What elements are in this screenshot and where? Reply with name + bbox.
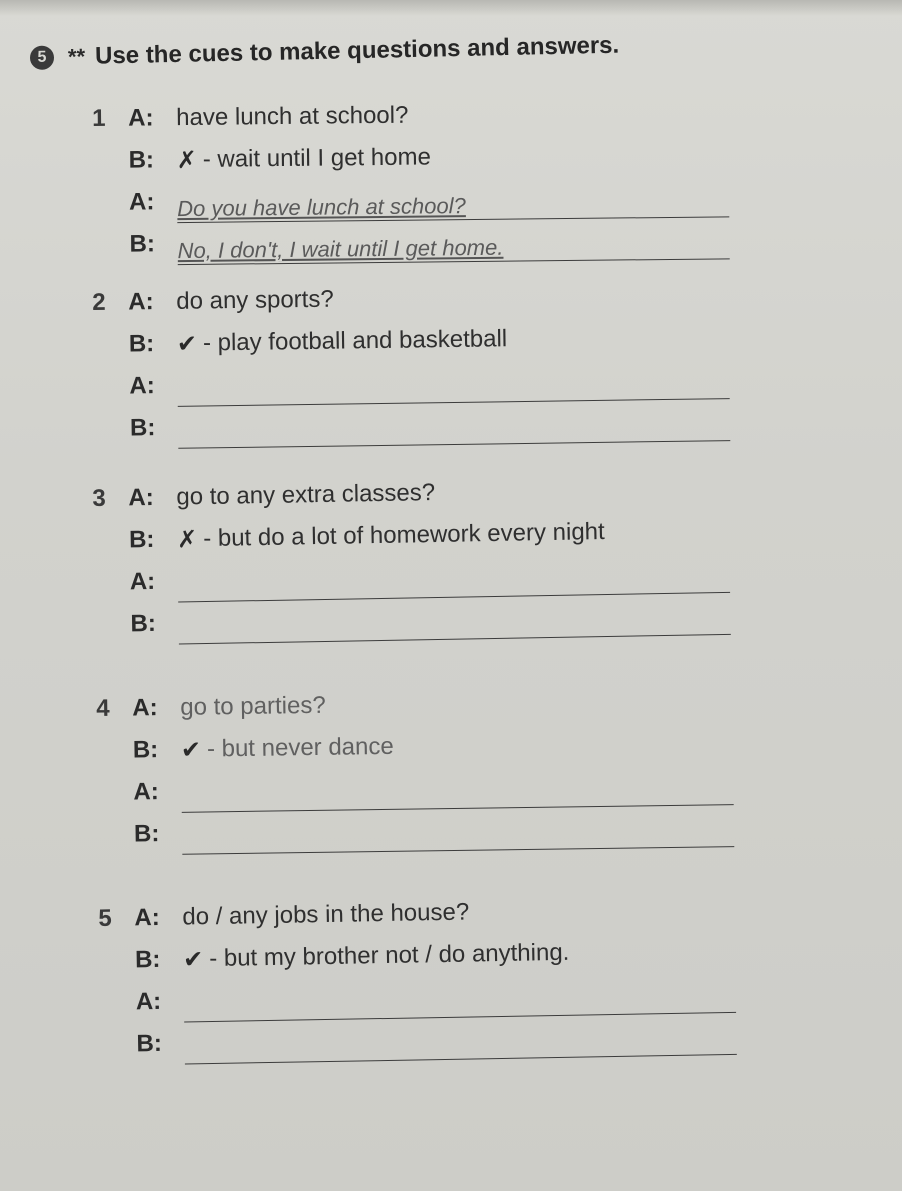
answer-a-row [129, 175, 729, 223]
answer-b-row [130, 399, 731, 449]
speaker-b-label: B: [128, 330, 155, 358]
item-number: 1 [92, 104, 106, 132]
answer-a-field[interactable]: Do you have lunch at school? [177, 190, 729, 223]
speaker-a-label: A: [129, 567, 156, 596]
answer-cue: - but my brother not / do anything. [208, 938, 570, 973]
speaker-a-label: A: [129, 372, 155, 400]
answer-b-field[interactable]: No, I don't, I wait until I get home. [177, 232, 729, 265]
speaker-b-label: B: [136, 1029, 163, 1058]
answer-b-row [134, 805, 735, 855]
exercise-item-4 [96, 679, 734, 856]
speaker-b-label: B: [129, 414, 156, 442]
speaker-b-label: B: [128, 146, 155, 174]
check-icon: ✔ [176, 330, 198, 358]
speaker-b-label: B: [133, 820, 160, 848]
speaker-a-label: A: [128, 188, 155, 216]
answer-b-field[interactable] [178, 607, 730, 644]
question-cue: do / any jobs in the house? [182, 898, 470, 931]
item-number: 2 [92, 288, 106, 316]
check-icon: ✔ [182, 945, 204, 974]
check-icon: ✔ [180, 736, 202, 764]
speaker-a-label: A: [134, 903, 160, 932]
exercise-header [30, 32, 620, 72]
answer-cue: - play football and basketball [202, 325, 508, 357]
difficulty-stars: ** [67, 43, 86, 70]
answer-b-row [129, 217, 729, 265]
exercise-instruction: Use the cues to make questions and answers. [94, 31, 620, 70]
answer-cue-row [128, 133, 728, 181]
item-number: 4 [96, 694, 110, 722]
cross-icon: ✗ [176, 525, 198, 554]
answer-b-field[interactable] [182, 820, 734, 855]
exercise-item-5 [98, 887, 737, 1066]
speaker-a-label: A: [128, 288, 154, 316]
question-cue: go to parties? [180, 691, 326, 721]
answer-b-field[interactable] [184, 1027, 736, 1064]
speaker-b-label: B: [130, 609, 157, 638]
exercise-item-3 [92, 467, 731, 646]
speaker-b-label: B: [129, 230, 156, 258]
exercise-number-badge: 5 [30, 46, 54, 70]
speaker-a-label: A: [135, 987, 162, 1016]
speaker-b-label: B: [128, 525, 155, 554]
speaker-b-label: B: [132, 736, 159, 764]
answer-cue: - wait until I get home [202, 143, 431, 173]
speaker-a-label: A: [128, 104, 154, 132]
speaker-b-label: B: [134, 945, 161, 974]
item-number: 3 [92, 484, 106, 512]
answer-cue: - but do a lot of homework every night [202, 518, 605, 553]
exercise-item-1 [92, 91, 730, 266]
question-cue: have lunch at school? [176, 101, 409, 132]
speaker-a-label: A: [133, 778, 159, 806]
question-cue: go to any extra classes? [176, 479, 436, 511]
question-cue-row [92, 91, 728, 140]
answer-b-field[interactable] [178, 414, 730, 449]
speaker-a-label: A: [132, 694, 158, 722]
cross-icon: ✗ [176, 146, 197, 174]
question-cue: do any sports? [176, 285, 334, 315]
speaker-a-label: A: [128, 483, 154, 512]
exercise-item-2 [92, 273, 730, 450]
answer-cue: - but never dance [206, 732, 394, 763]
item-number: 5 [98, 904, 112, 932]
